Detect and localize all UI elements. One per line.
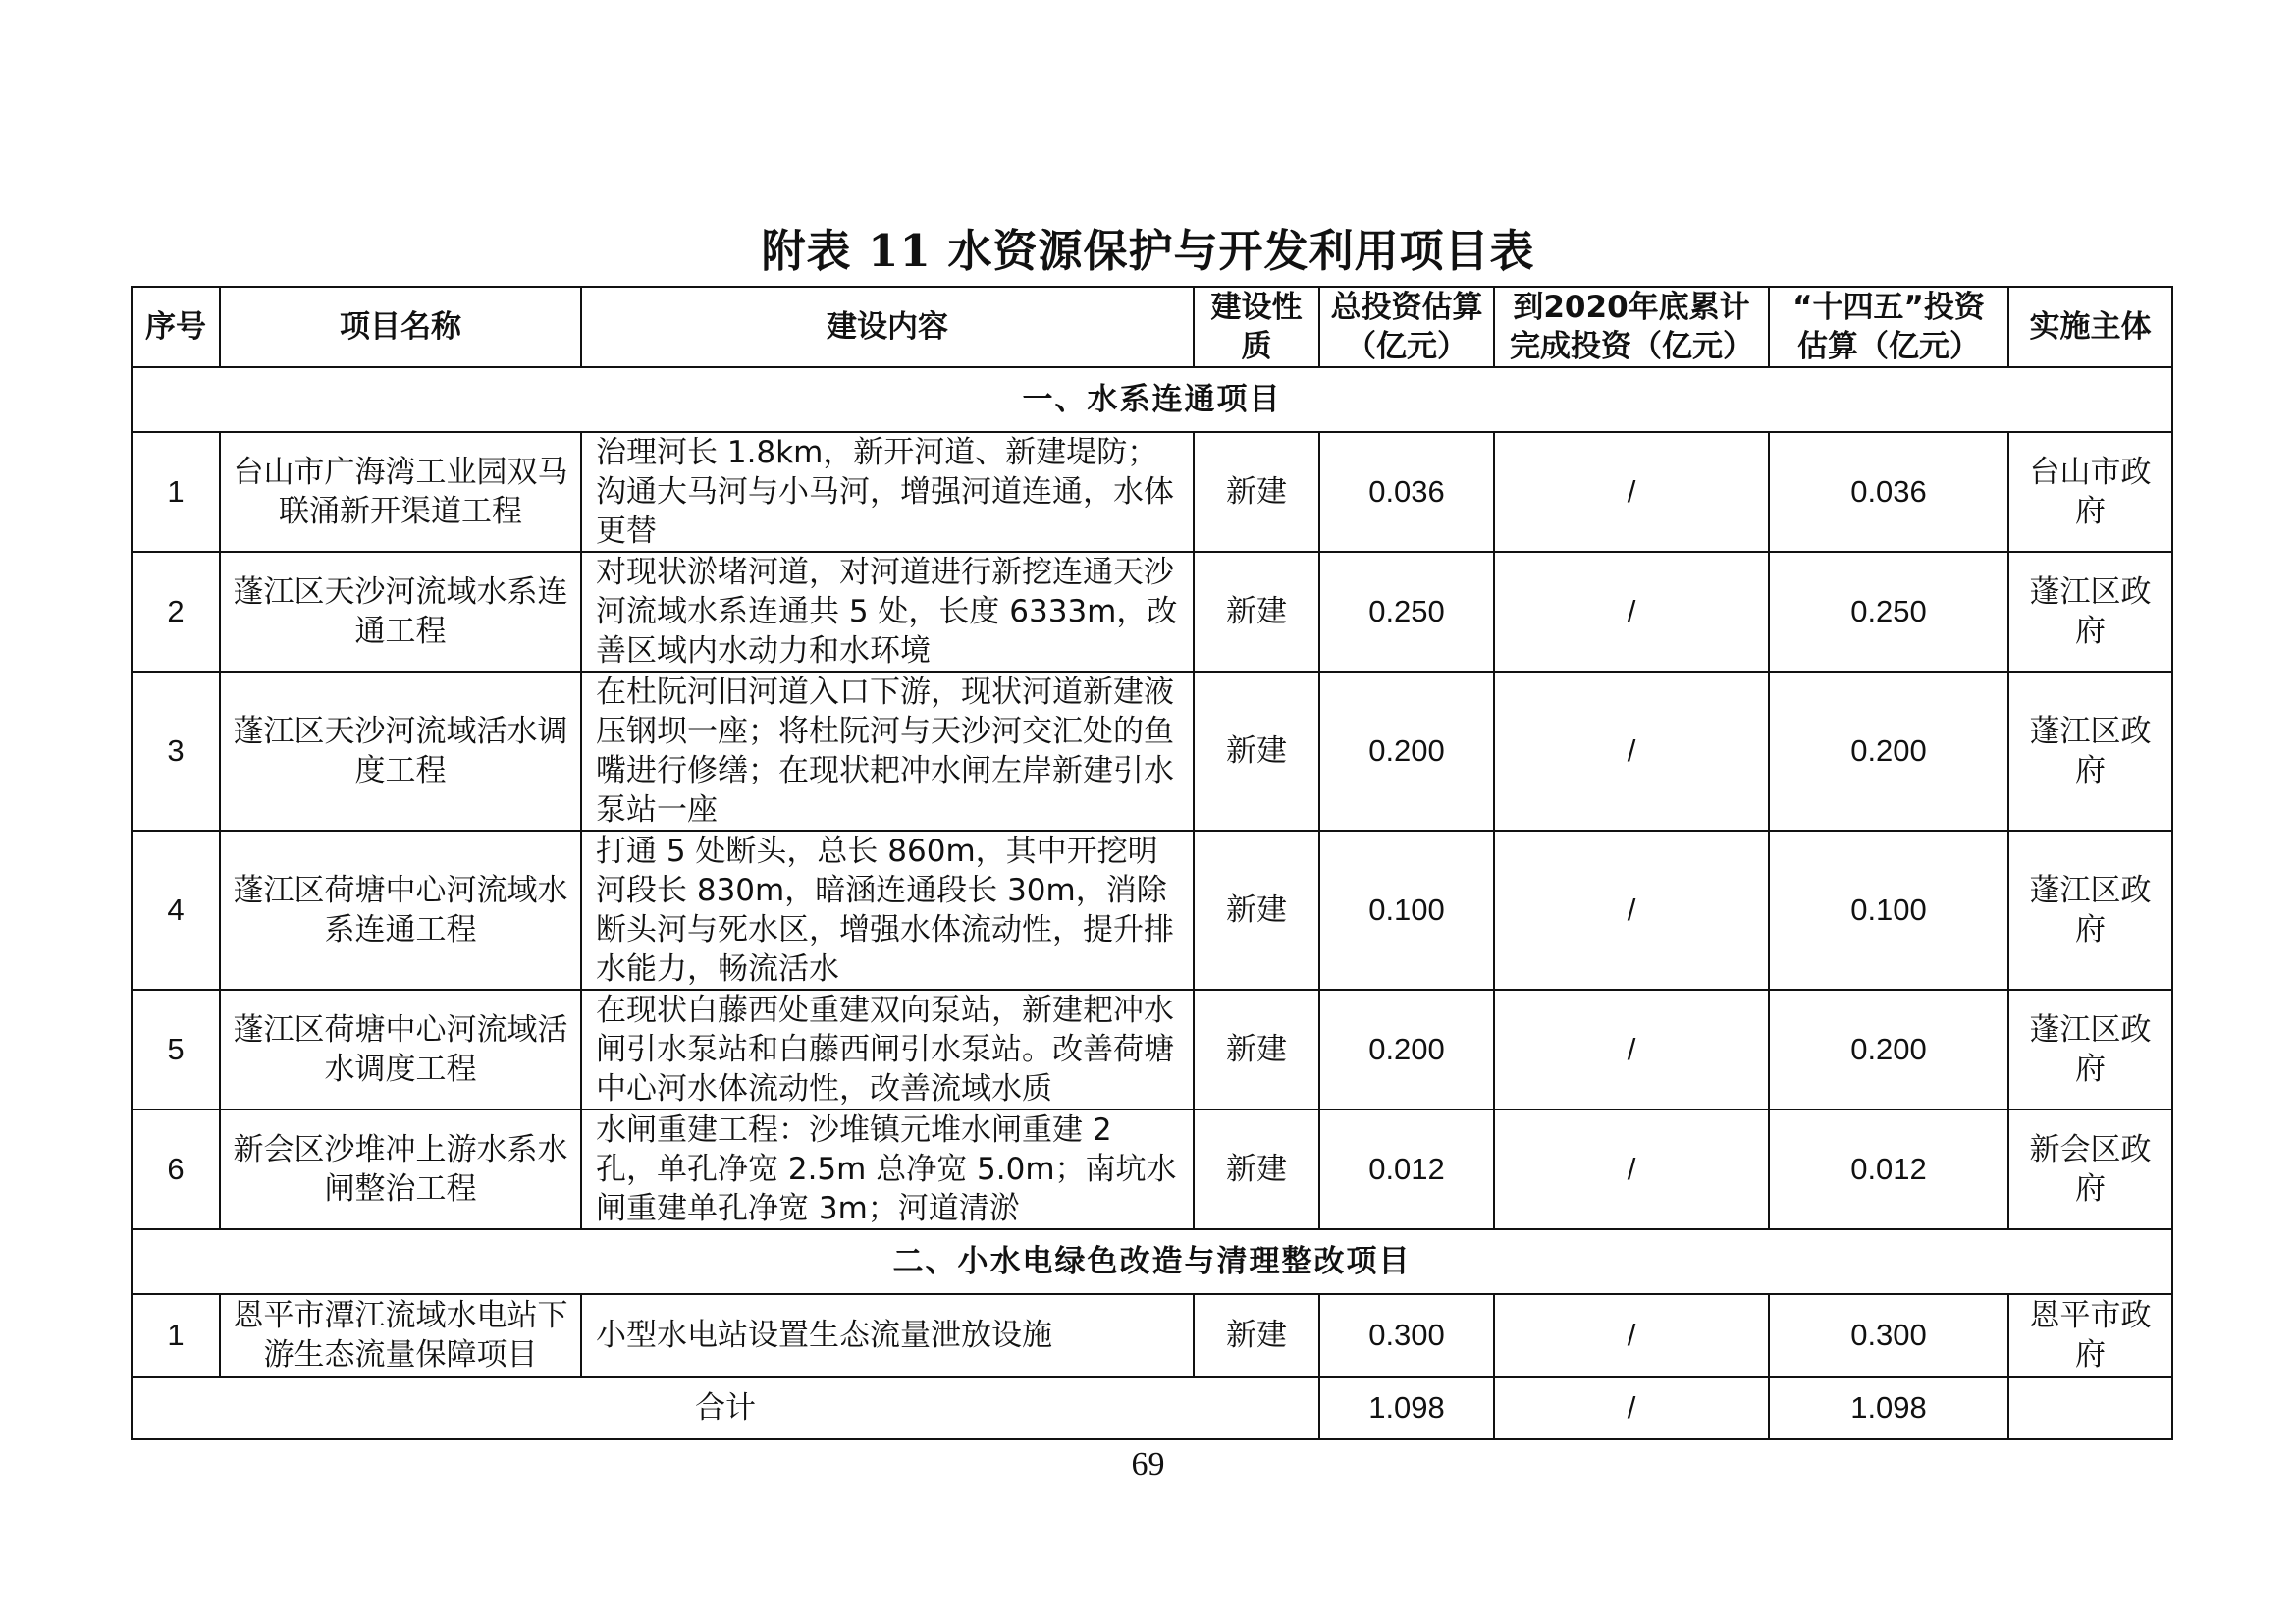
- cell-no: 4: [132, 831, 220, 990]
- cell-content: 在现状白藤西处重建双向泵站，新建耙冲水闸引水泵站和白藤西闸引水泵站。改善荷塘中心河水体流动性，改善流域水质: [581, 990, 1194, 1109]
- cell-owner: 蓬江区政府: [2008, 831, 2172, 990]
- cell-no: 6: [132, 1109, 220, 1229]
- header-index: 序号: [132, 287, 220, 367]
- cell-name: 蓬江区天沙河流域活水调度工程: [220, 672, 581, 831]
- cell-owner: 蓬江区政府: [2008, 990, 2172, 1109]
- cell-completed: /: [1494, 432, 1769, 552]
- cell-content: 水闸重建工程：沙堆镇元堆水闸重建 2 孔，单孔净宽 2.5m 总净宽 5.0m；南坑水闸重建单孔净宽 3m；河道清淤: [581, 1109, 1194, 1229]
- cell-completed: /: [1494, 990, 1769, 1109]
- total-owner: [2008, 1377, 2172, 1439]
- cell-total: 0.012: [1319, 1109, 1494, 1229]
- cell-plan: 0.200: [1769, 990, 2008, 1109]
- table-row: [132, 1109, 2172, 1229]
- total-completed: /: [1494, 1377, 1769, 1439]
- cell-nature: 新建: [1194, 831, 1319, 990]
- cell-nature: 新建: [1194, 552, 1319, 672]
- cell-plan: 0.012: [1769, 1109, 2008, 1229]
- table-row: [132, 672, 2172, 831]
- header-total: 总投资估算（亿元）: [1319, 287, 1494, 367]
- cell-plan: 0.250: [1769, 552, 2008, 672]
- table-row: [132, 432, 2172, 552]
- cell-completed: /: [1494, 831, 1769, 990]
- cell-name: 台山市广海湾工业园双马联涌新开渠道工程: [220, 432, 581, 552]
- cell-completed: /: [1494, 552, 1769, 672]
- cell-content: 打通 5 处断头，总长 860m，其中开挖明河段长 830m，暗涵连通段长 30m，消除断头河与死水区，增强水体流动性，提升排水能力，畅流活水: [581, 831, 1194, 990]
- section-row: [132, 367, 2172, 432]
- cell-owner: 台山市政府: [2008, 432, 2172, 552]
- table-row: [132, 831, 2172, 990]
- table-row: [132, 1294, 2172, 1377]
- page-number: 69: [1131, 1446, 1165, 1483]
- cell-nature: 新建: [1194, 1109, 1319, 1229]
- section-title: 二、小水电绿色改造与清理整改项目: [132, 1229, 2172, 1294]
- cell-total: 0.036: [1319, 432, 1494, 552]
- section-row: [132, 1229, 2172, 1294]
- cell-completed: /: [1494, 672, 1769, 831]
- header-content: 建设内容: [581, 287, 1194, 367]
- cell-content: 治理河长 1.8km，新开河道、新建堤防；沟通大马河与小马河，增强河道连通，水体更替: [581, 432, 1194, 552]
- cell-name: 蓬江区天沙河流域水系连通工程: [220, 552, 581, 672]
- cell-completed: /: [1494, 1294, 1769, 1377]
- total-label: 合计: [132, 1377, 1319, 1439]
- cell-nature: 新建: [1194, 990, 1319, 1109]
- cell-no: 2: [132, 552, 220, 672]
- section-title: 一、水系连通项目: [132, 367, 2172, 432]
- cell-plan: 0.300: [1769, 1294, 2008, 1377]
- cell-owner: 蓬江区政府: [2008, 672, 2172, 831]
- table-header-row: [132, 287, 2172, 367]
- cell-completed: /: [1494, 1109, 1769, 1229]
- cell-content: 在杜阮河旧河道入口下游，现状河道新建液压钢坝一座；将杜阮河与天沙河交汇处的鱼嘴进行修缮；在现状耙冲水闸左岸新建引水泵站一座: [581, 672, 1194, 831]
- cell-name: 新会区沙堆冲上游水系水闸整治工程: [220, 1109, 581, 1229]
- header-nature: 建设性质: [1194, 287, 1319, 367]
- cell-owner: 恩平市政府: [2008, 1294, 2172, 1377]
- total-row: [132, 1377, 2172, 1439]
- header-completed: 到2020年底累计完成投资（亿元）: [1494, 287, 1769, 367]
- cell-plan: 0.100: [1769, 831, 2008, 990]
- cell-nature: 新建: [1194, 432, 1319, 552]
- total-sum: 1.098: [1319, 1377, 1494, 1439]
- cell-name: 蓬江区荷塘中心河流域活水调度工程: [220, 990, 581, 1109]
- cell-name: 恩平市潭江流域水电站下游生态流量保障项目: [220, 1294, 581, 1377]
- cell-nature: 新建: [1194, 1294, 1319, 1377]
- cell-total: 0.200: [1319, 990, 1494, 1109]
- document-title: 附表 11 水资源保护与开发利用项目表: [761, 225, 1535, 277]
- cell-name: 蓬江区荷塘中心河流域水系连通工程: [220, 831, 581, 990]
- cell-no: 3: [132, 672, 220, 831]
- cell-plan: 0.200: [1769, 672, 2008, 831]
- cell-content: 对现状淤堵河道，对河道进行新挖连通天沙河流域水系连通共 5 处，长度 6333m，改善区域内水动力和水环境: [581, 552, 1194, 672]
- header-owner: 实施主体: [2008, 287, 2172, 367]
- table-row: [132, 990, 2172, 1109]
- total-plan: 1.098: [1769, 1377, 2008, 1439]
- cell-total: 0.250: [1319, 552, 1494, 672]
- cell-no: 5: [132, 990, 220, 1109]
- cell-owner: 新会区政府: [2008, 1109, 2172, 1229]
- project-table: [131, 286, 2173, 1440]
- cell-total: 0.100: [1319, 831, 1494, 990]
- cell-owner: 蓬江区政府: [2008, 552, 2172, 672]
- table-row: [132, 552, 2172, 672]
- cell-no: 1: [132, 432, 220, 552]
- header-name: 项目名称: [220, 287, 581, 367]
- cell-no: 1: [132, 1294, 220, 1377]
- cell-total: 0.200: [1319, 672, 1494, 831]
- cell-plan: 0.036: [1769, 432, 2008, 552]
- cell-nature: 新建: [1194, 672, 1319, 831]
- header-plan: “十四五”投资估算（亿元）: [1769, 287, 2008, 367]
- cell-total: 0.300: [1319, 1294, 1494, 1377]
- cell-content: 小型水电站设置生态流量泄放设施: [581, 1294, 1194, 1377]
